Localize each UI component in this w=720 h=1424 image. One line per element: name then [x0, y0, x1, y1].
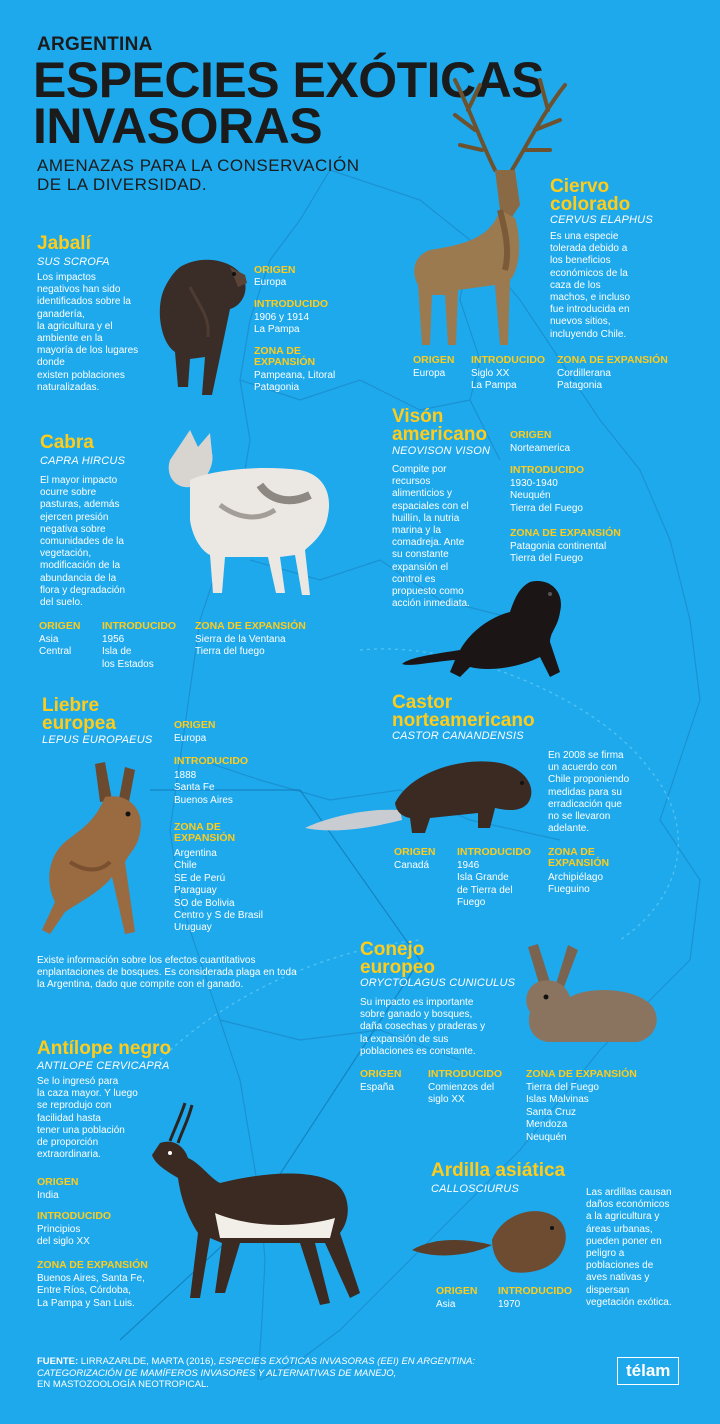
- species-scientific-name: CAPRA HIRCUS: [40, 455, 126, 467]
- introducido-value: 1946 Isla Grande de Tierra del Fuego: [457, 860, 513, 909]
- species-description: Las ardillas causan daños económicos a la agricultura y áreas urbanas, pueden poner en peligro a poblaciones de aves nativas y dispersan vegetación exótica.: [586, 1187, 672, 1308]
- zona-label: ZONA DE EXPANSIÓN: [526, 1068, 637, 1080]
- zona-value: Archipiélago Fueguino: [548, 872, 604, 896]
- species-description: Compite por recursos alimenticios y espaciales con el huillín, la nutria marina y la comadreja. Ante su constante expansión el control es propuesto como acción inmediata.: [392, 464, 470, 610]
- species-name: Cabra: [40, 432, 94, 453]
- introducido-value: Siglo XX La Pampa: [471, 368, 517, 392]
- beaver-illustration: [300, 748, 540, 838]
- zona-value: Buenos Aires, Santa Fe, Entre Ríos, Córdoba, La Pampa y San Luis.: [37, 1273, 145, 1309]
- introducido-label: INTRODUCIDO: [254, 298, 329, 310]
- introducido-label: INTRODUCIDO: [37, 1210, 112, 1222]
- species-description: Es una especie tolerada debido a los beneficios económicos de la caza de los machos, e incluso fue introducida en nuevos sitios, incluyendo Chile.: [550, 231, 631, 340]
- origen-value: India: [37, 1190, 59, 1201]
- introducido-value: 1956 Isla de los Estados: [102, 634, 154, 670]
- species-scientific-name: ANTILOPE CERVICAPRA: [37, 1060, 170, 1072]
- origen-value: España: [360, 1082, 394, 1093]
- subtitle-line2: DE LA DIVERSIDAD.: [37, 175, 208, 194]
- zona-value: Argentina Chile SE de Perú Paraguay SO de Bolivia Centro y S de Brasil Uruguay: [174, 848, 263, 934]
- introducido-label: INTRODUCIDO: [510, 464, 585, 476]
- species-name: Antílope negro: [37, 1038, 172, 1059]
- species-description: Su impacto es importante sobre ganado y bosques, daña cosechas y praderas y la expansión de sus poblaciones es constante.: [360, 997, 486, 1057]
- zona-value: Patagonia continental Tierra del Fuego: [510, 541, 607, 565]
- origen-label: ORIGEN: [436, 1285, 478, 1297]
- origen-label: ORIGEN: [510, 429, 552, 441]
- introducido-label: INTRODUCIDO: [471, 354, 546, 366]
- zona-label: ZONA DE EXPANSIÓN: [548, 846, 610, 869]
- introducido-label: INTRODUCIDO: [457, 846, 532, 858]
- introducido-value: 1970: [498, 1299, 521, 1310]
- main-title-line2: INVASORAS: [33, 98, 323, 154]
- zona-value: Tierra del Fuego Islas Malvinas Santa Cruz Mendoza Neuquén: [526, 1082, 599, 1143]
- zona-label: ZONA DE EXPANSIÓN: [510, 527, 621, 539]
- introducido-label: INTRODUCIDO: [102, 620, 177, 632]
- origen-value: Europa: [254, 277, 287, 288]
- origen-value: Asia: [436, 1299, 456, 1310]
- species-scientific-name: ORYCTOLAGUS CUNICULUS: [360, 977, 516, 989]
- zona-label: ZONA DE EXPANSIÓN: [37, 1259, 148, 1271]
- origen-label: ORIGEN: [37, 1176, 79, 1188]
- subtitle-line1: AMENAZAS PARA LA CONSERVACIÓN: [37, 156, 360, 175]
- species-description: En 2008 se firma un acuerdo con Chile proponiendo medidas para su erradicación que no se llevaron adelante.: [548, 750, 630, 835]
- introducido-label: INTRODUCIDO: [174, 755, 249, 767]
- origen-label: ORIGEN: [413, 354, 455, 366]
- species-scientific-name: LEPUS EUROPAEUS: [42, 734, 153, 746]
- species-description: Se lo ingresó para la caza mayor. Y luego se reprodujo con facilidad hasta tener una población de proporción extraordinaria.: [37, 1076, 138, 1161]
- boar-illustration: [150, 247, 250, 397]
- origen-value: Norteamerica: [510, 443, 571, 454]
- rabbit-illustration: [518, 942, 663, 1052]
- goat-illustration: [160, 425, 335, 600]
- origen-value: Canadá: [394, 860, 430, 871]
- origen-value: Europa: [174, 733, 207, 744]
- species-scientific-name: NEOVISON VISON: [392, 445, 491, 457]
- blackbuck-illustration: [130, 1093, 380, 1308]
- introducido-label: INTRODUCIDO: [498, 1285, 573, 1297]
- origen-label: ORIGEN: [254, 264, 296, 276]
- source-author: LIRRAZARLDE, MARTA (2016),: [78, 1356, 219, 1367]
- species-scientific-name: CALLOSCIURUS: [431, 1183, 519, 1195]
- introducido-value: 1888 Santa Fe Buenos Aires: [174, 770, 233, 806]
- main-title-line1: ESPECIES EXÓTICAS: [33, 52, 545, 108]
- origen-label: ORIGEN: [39, 620, 81, 632]
- source-label: FUENTE:: [37, 1356, 79, 1367]
- source-subtitle: CATEGORIZACIÓN DE MAMÍFEROS INVASORES Y ALTERNATIVAS DE MANEJO,: [37, 1367, 397, 1379]
- introducido-label: INTRODUCIDO: [428, 1068, 503, 1080]
- zona-label: ZONA DE EXPANSIÓN: [195, 620, 306, 632]
- zona-value: Pampeana, Litoral Patagonia: [254, 370, 336, 394]
- species-description: Los impactos negativos han sido identificados sobre la ganadería, la agricultura y el ambiente en la mayoría de los lugares donde existen poblaciones naturalizadas.: [37, 272, 139, 393]
- zona-label: ZONA DE EXPANSIÓN: [174, 821, 236, 844]
- species-description: El mayor impacto ocurre sobre pasturas, además ejercen presión negativa sobre comunidades de la vegetación, modificación de la abundancia de la flora y degradación del suelo.: [40, 475, 126, 609]
- source-footer: [37, 1356, 557, 1391]
- mink-illustration: [400, 572, 580, 682]
- species-scientific-name: CASTOR CANANDENSIS: [392, 730, 524, 742]
- introducido-value: Principios del siglo XX: [37, 1224, 90, 1248]
- origen-value: Europa: [413, 368, 446, 379]
- species-name: Castor norteamericano: [392, 692, 535, 731]
- origen-value: Asia Central: [39, 634, 72, 658]
- species-name: Ardilla asiática: [431, 1160, 566, 1181]
- squirrel-illustration: [412, 1200, 572, 1280]
- header-kicker: ARGENTINA: [37, 34, 153, 55]
- species-scientific-name: CERVUS ELAPHUS: [550, 214, 653, 226]
- source-journal: EN MASTOZOOLOGÍA NEOTROPICAL.: [37, 1379, 209, 1391]
- zona-value: Sierra de la Ventana Tierra del fuego: [195, 634, 286, 658]
- zona-label: ZONA DE EXPANSIÓN: [557, 354, 668, 366]
- introducido-value: Comienzos del siglo XX: [428, 1082, 495, 1106]
- species-name: Liebre europea: [42, 695, 116, 734]
- species-description: Existe información sobre los efectos cuantitativos enplantaciones de bosques. Es considerada plaga en toda la Argentina, dado que compite con el ganado.: [37, 955, 297, 991]
- zona-label: ZONA DE EXPANSIÓN: [254, 345, 316, 368]
- origen-label: ORIGEN: [360, 1068, 402, 1080]
- zona-value: Cordillerana Patagonia: [557, 368, 611, 392]
- introducido-value: 1906 y 1914 La Pampa: [254, 312, 310, 336]
- species-scientific-name: SUS SCROFA: [37, 256, 110, 268]
- telam-logo: télam: [617, 1357, 679, 1385]
- species-name: Jabalí: [37, 233, 91, 254]
- source-title: ESPECIES EXÓTICAS INVASORAS (EEI) EN ARGENTINA:: [218, 1356, 475, 1367]
- species-name: Visón americano: [392, 406, 488, 445]
- introducido-value: 1930-1940 Neuquén Tierra del Fuego: [510, 478, 583, 514]
- species-name: Ciervo colorado: [550, 176, 631, 215]
- species-name: Conejo europeo: [360, 939, 435, 978]
- hare-illustration: [40, 762, 155, 942]
- origen-label: ORIGEN: [174, 719, 216, 731]
- origen-label: ORIGEN: [394, 846, 436, 858]
